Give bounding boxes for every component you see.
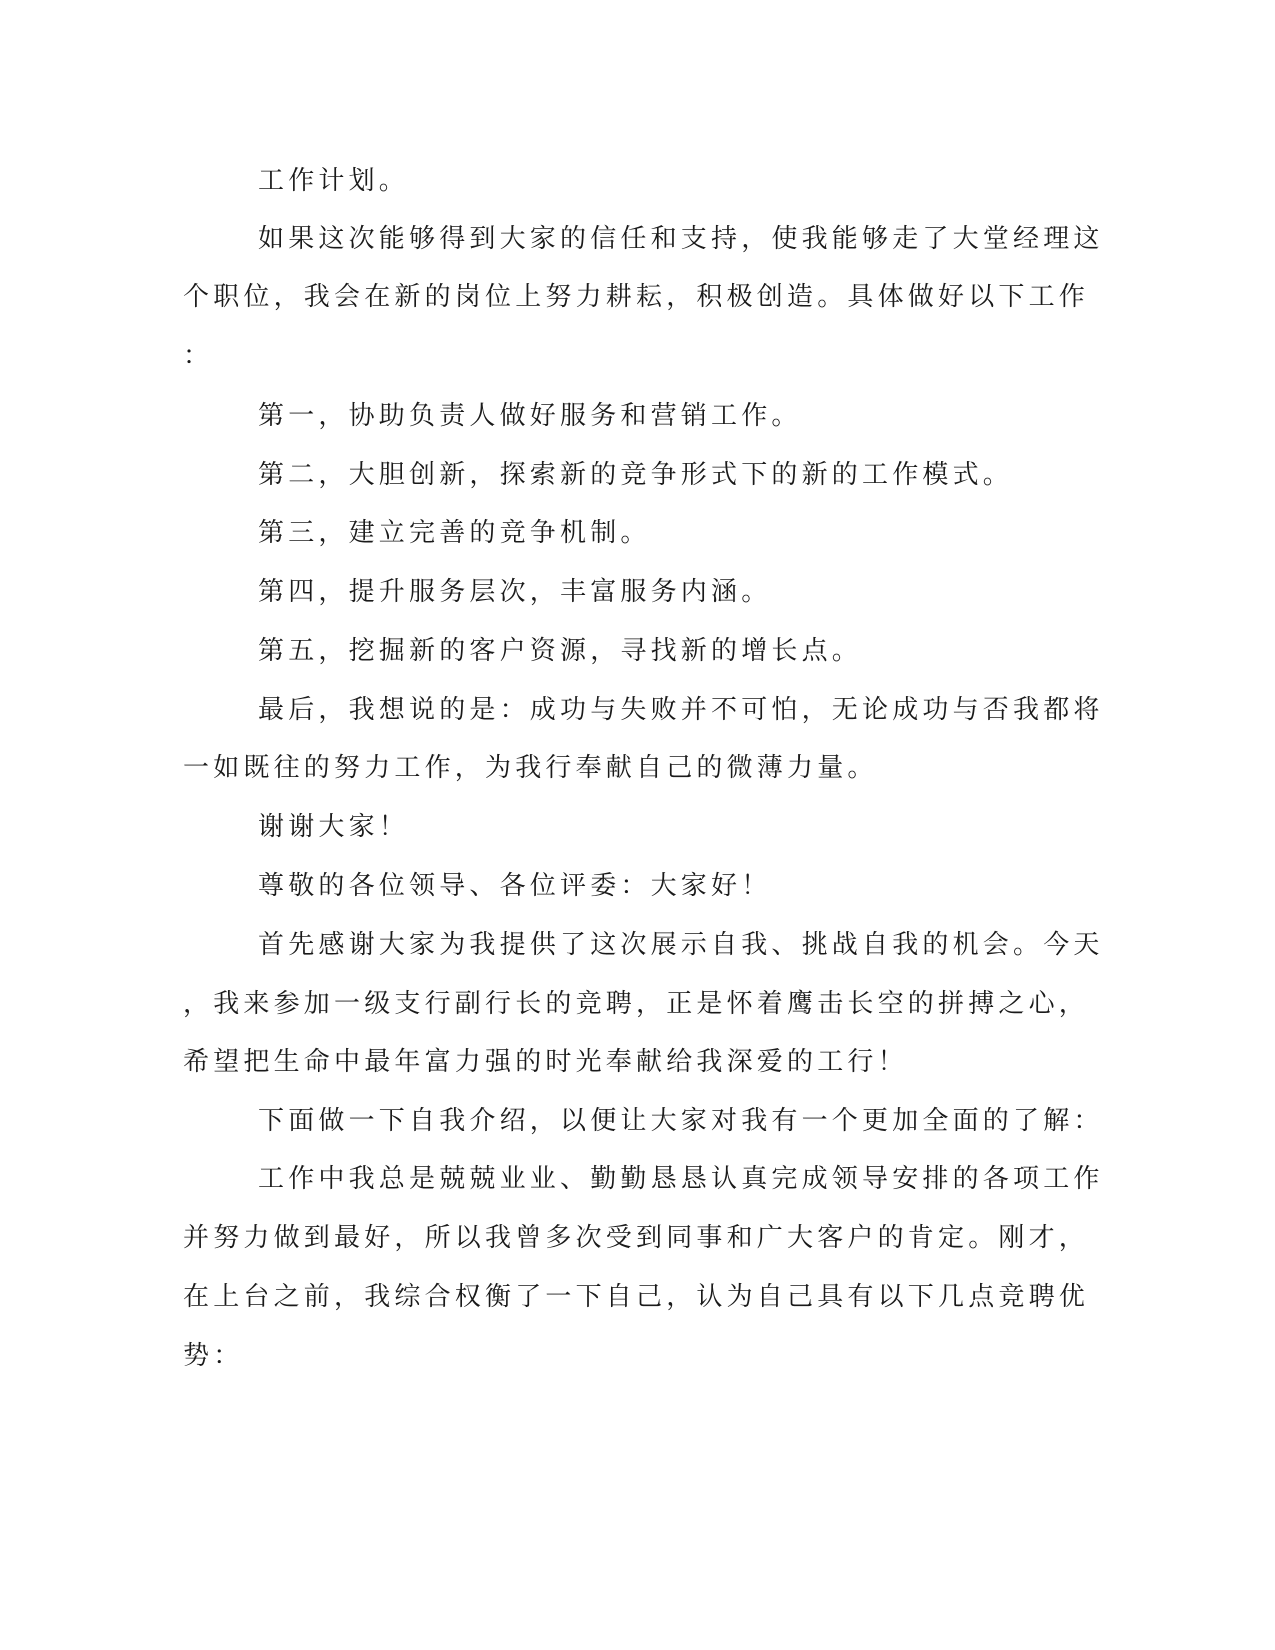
paragraph-line: 第一，协助负责人做好服务和营销工作。 bbox=[258, 401, 802, 431]
paragraph-line: 谢谢大家！ bbox=[258, 812, 410, 842]
paragraph-line: ，我来参加一级支行副行长的竞聘，正是怀着鹰击长空的拼搏之心， bbox=[183, 989, 1090, 1019]
paragraph-line: 第五，挖掘新的客户资源，寻找新的增长点。 bbox=[258, 636, 863, 666]
paragraph-line: 下面做一下自我介绍，以便让大家对我有一个更加全面的了解： bbox=[258, 1106, 1104, 1136]
paragraph-line: 工作中我总是兢兢业业、勤勤恳恳认真完成领导安排的各项工作 bbox=[258, 1164, 1104, 1194]
paragraph-line: ： bbox=[183, 341, 214, 371]
paragraph-line: 如果这次能够得到大家的信任和支持，使我能够走了大堂经理这 bbox=[258, 224, 1104, 254]
paragraph-line: 势： bbox=[183, 1341, 244, 1371]
paragraph-line: 最后，我想说的是：成功与失败并不可怕，无论成功与否我都将 bbox=[258, 695, 1104, 725]
paragraph-line: 第四，提升服务层次，丰富服务内涵。 bbox=[258, 577, 772, 607]
paragraph-line: 希望把生命中最年富力强的时光奉献给我深爱的工行！ bbox=[183, 1047, 908, 1077]
paragraph-line: 第三，建立完善的竞争机制。 bbox=[258, 518, 651, 548]
paragraph-line: 在上台之前，我综合权衡了一下自己，认为自己具有以下几点竞聘优 bbox=[183, 1282, 1090, 1312]
paragraph-line: 工作计划。 bbox=[258, 166, 410, 196]
paragraph-line: 个职位，我会在新的岗位上努力耕耘，积极创造。具体做好以下工作 bbox=[183, 282, 1090, 312]
paragraph-line: 第二，大胆创新，探索新的竞争形式下的新的工作模式。 bbox=[258, 460, 1014, 490]
paragraph-line: 首先感谢大家为我提供了这次展示自我、挑战自我的机会。今天 bbox=[258, 930, 1104, 960]
paragraph-line: 一如既往的努力工作，为我行奉献自己的微薄力量。 bbox=[183, 753, 878, 783]
paragraph-line: 并努力做到最好，所以我曾多次受到同事和广大客户的肯定。刚才， bbox=[183, 1223, 1090, 1253]
paragraph-line: 尊敬的各位领导、各位评委：大家好！ bbox=[258, 871, 772, 901]
